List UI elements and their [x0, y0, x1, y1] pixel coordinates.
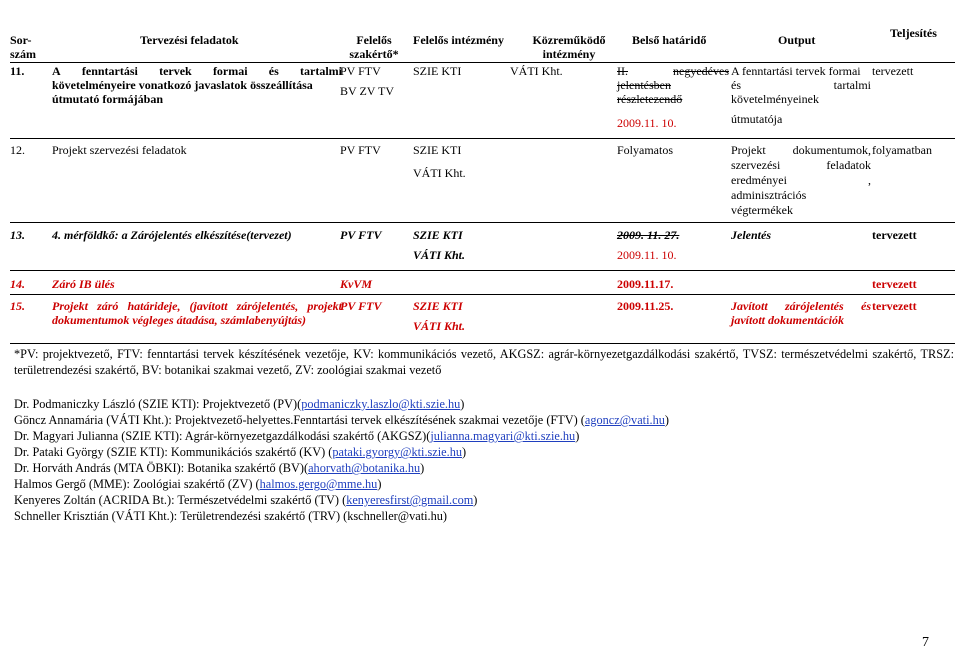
row13-done: tervezett: [872, 228, 917, 242]
row11-rule: [10, 138, 955, 139]
email-link[interactable]: kenyeresfirst@gmail.com: [346, 493, 474, 507]
contact-line: Kenyeres Zoltán (ACRIDA Bt.): Természetvédelmi szakértő (TV) (kenyeresfirst@gmail.com): [14, 493, 478, 507]
email-link[interactable]: halmos.gergo@mme.hu: [259, 477, 378, 491]
row13-deadline: 2009. 11. 27. 2009.11. 10.: [617, 228, 680, 262]
email-link[interactable]: podmaniczky.laszlo@kti.szie.hu: [301, 397, 461, 411]
row13-expert: PV FTV: [340, 228, 382, 242]
row14-done: tervezett: [872, 277, 917, 291]
row12-rule: [10, 222, 955, 223]
row11-partner: VÁTI Kht.: [510, 64, 563, 78]
email-link[interactable]: pataki.gyorgy@kti.szie.hu: [332, 445, 463, 459]
table-bottom-rule: [10, 343, 955, 344]
row15-output: Javított zárójelentés és javított dokumentációk: [731, 299, 871, 327]
row15-task: Projekt záró határideje, (javított zárójelentés, projekt dokumentumok végleges átadása, számlabenyújtás): [52, 299, 342, 327]
row15-expert: PV FTV: [340, 299, 382, 313]
footnote-abbreviations: *PV: projektvezető, FTV: fenntartási tervek készítésének vezetője, KV: kommunikációs vezető, AKGSZ: agrár-környezetgazdálkodási szakértő, TVSZ: természetvédelmi szakértő, TRSZ: területrendezési szakértő, BV: botanikai szakmai vezető, ZV: zoológiai szakmai vezető: [14, 347, 954, 377]
header-rule: [10, 62, 955, 63]
contact-line: Dr. Horváth András (MTA ÖBKI): Botanika szakértő (BV)(ahorvath@botanika.hu): [14, 461, 425, 475]
contact-line: Dr. Pataki György (SZIE KTI): Kommunikációs szakértő (KV) (pataki.gyorgy@kti.szie.hu): [14, 445, 467, 459]
row14-num: 14.: [10, 277, 25, 291]
header-col-done: Teljesítés: [890, 26, 937, 40]
row12-deadline: Folyamatos: [617, 143, 673, 157]
contact-line: Halmos Gergő (MME): Zoológiai szakértő (ZV) (halmos.gergo@mme.hu): [14, 477, 382, 491]
header-col-deadline: Belső határidő: [632, 33, 707, 47]
row11-task-line1: A fenntartási tervek formai és tartalmi: [52, 64, 342, 78]
row13-rule: [10, 270, 955, 271]
header-col-expert: Felelős szakértő*: [349, 33, 399, 61]
contact-line: Dr. Podmaniczky László (SZIE KTI): Projektvezető (PV)(podmaniczky.laszlo@kti.szie.hu): [14, 397, 465, 411]
row14-expert: KvVM: [340, 277, 373, 291]
row11-deadline: II. negyedéves jelentésben részletezendő 2009.11. 10.: [617, 64, 729, 130]
row12-done: folyamatban: [872, 143, 932, 157]
header-col-inst: Felelős intézmény: [413, 33, 504, 47]
email-link[interactable]: agoncz@vati.hu: [584, 413, 665, 427]
row11-output: A fenntartási tervek formai és tartalmi követelményeinek útmutatója: [731, 64, 871, 126]
page-number: 7: [922, 635, 929, 650]
row15-done: tervezett: [872, 299, 917, 313]
header-col-num: Sor- szám: [10, 33, 36, 61]
header-col-partner: Közreműködő intézmény: [532, 33, 606, 61]
row11-expert: PV FTV BV ZV TV: [340, 64, 395, 98]
row15-num: 15.: [10, 299, 25, 313]
header-col-output: Output: [778, 33, 816, 47]
row12-num: 12.: [10, 143, 25, 157]
contact-line: Schneller Krisztián (VÁTI Kht.): Területrendezési szakértő (TRV) (kschneller@vati.hu): [14, 509, 447, 523]
row12-output: Projekt dokumentumok, szervezési feladatok eredményei , adminisztrációs végtermékek: [731, 143, 871, 217]
row12-expert: PV FTV: [340, 143, 381, 157]
header-col-task: Tervezési feladatok: [140, 33, 239, 47]
row11-task: A fenntartási tervek formai és tartalmi követelményeire vonatkozó javaslatok összeállítása útmutató formájában: [52, 64, 342, 106]
row11-num: 11.: [10, 64, 25, 78]
email-link[interactable]: ahorvath@botanika.hu: [308, 461, 421, 475]
row13-output: Jelentés: [731, 228, 771, 242]
email-link[interactable]: julianna.magyari@kti.szie.hu: [430, 429, 576, 443]
row15-inst: SZIE KTI VÁTI Kht.: [413, 299, 466, 333]
row11-done: tervezett: [872, 64, 914, 78]
contact-line: Dr. Magyari Julianna (SZIE KTI): Agrár-környezetgazdálkodási szakértő (AKGSZ)(julianna.magyari@kti.szie.hu): [14, 429, 580, 443]
row13-task: 4. mérföldkő: a Zárójelentés elkészítése(tervezet): [52, 228, 292, 242]
row14-rule: [10, 294, 955, 295]
contact-line: Göncz Annamária (VÁTI Kht.): Projektvezető-helyettes.Fenntartási tervek elkészítésének szakmai vezetője (FTV) (agoncz@vati.hu): [14, 413, 669, 427]
row12-task: Projekt szervezési feladatok: [52, 143, 187, 157]
row14-deadline: 2009.11.17.: [617, 277, 674, 291]
row13-num: 13.: [10, 228, 25, 242]
row15-deadline: 2009.11.25.: [617, 299, 674, 313]
row12-inst: SZIE KTI VÁTI Kht.: [413, 143, 466, 180]
row11-inst: SZIE KTI: [413, 64, 462, 78]
row14-task: Záró IB ülés: [52, 277, 115, 291]
row13-inst: SZIE KTI VÁTI Kht.: [413, 228, 466, 262]
